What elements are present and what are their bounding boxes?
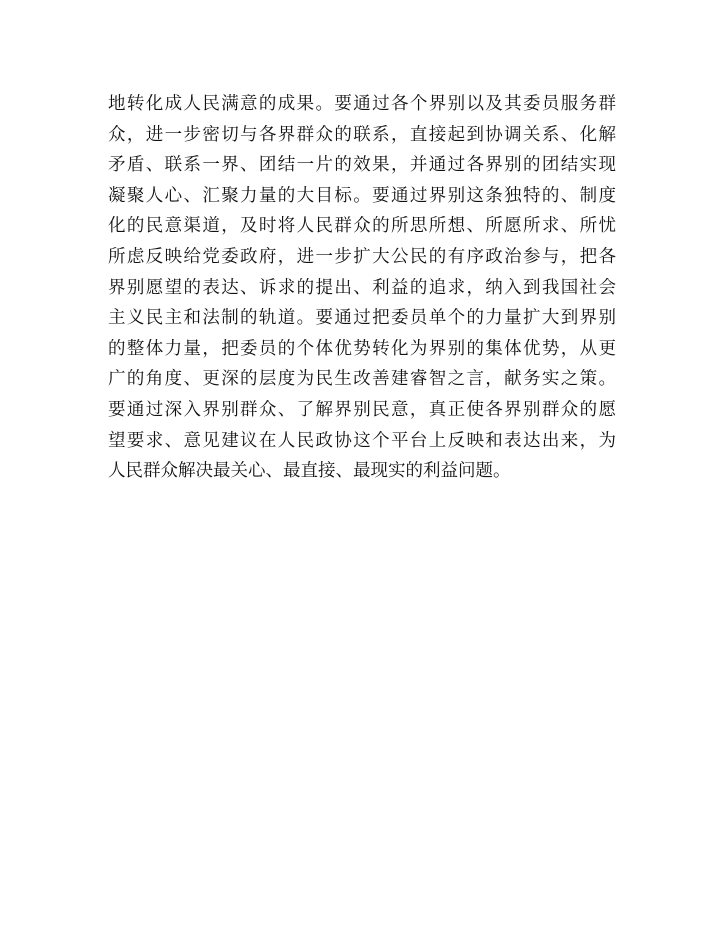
paragraph-line: 众，进一步密切与各界群众的联系，直接起到协调关系、化解	[108, 124, 616, 145]
paragraph-line: 地转化成人民满意的成果。要通过各个界别以及其委员服务群	[108, 94, 616, 114]
paragraph-line: 界别愿望的表达、诉求的提出、利益的追求，纳入到我国社会	[108, 277, 616, 298]
paragraph-line: 主义民主和法制的轨道。要通过把委员单个的力量扩大到界别	[108, 308, 616, 329]
body-paragraph	[108, 89, 616, 487]
paragraph-line: 人民群众解决最关心、最直接、最现实的利益问题。	[108, 461, 511, 482]
paragraph-line: 矛盾、联系一界、团结一片的效果，并通过各界别的团结实现	[108, 155, 616, 176]
paragraph-line: 所虑反映给党委政府，进一步扩大公民的有序政治参与，把各	[108, 246, 616, 267]
paragraph-line: 化的民意渠道，及时将人民群众的所思所想、所愿所求、所忧	[108, 216, 616, 237]
paragraph-line: 广的角度、更深的层度为民生改善建睿智之言，献务实之策。	[108, 369, 616, 390]
paragraph-line: 要通过深入界别群众、了解界别民意，真正使各界别群众的愿	[108, 399, 616, 420]
paragraph-line: 望要求、意见建议在人民政协这个平台上反映和表达出来，为	[108, 430, 616, 451]
paragraph-line: 凝聚人心、汇聚力量的大目标。要通过界别这条独特的、制度	[108, 185, 616, 206]
paragraph-line: 的整体力量，把委员的个体优势转化为界别的集体优势，从更	[108, 338, 616, 359]
